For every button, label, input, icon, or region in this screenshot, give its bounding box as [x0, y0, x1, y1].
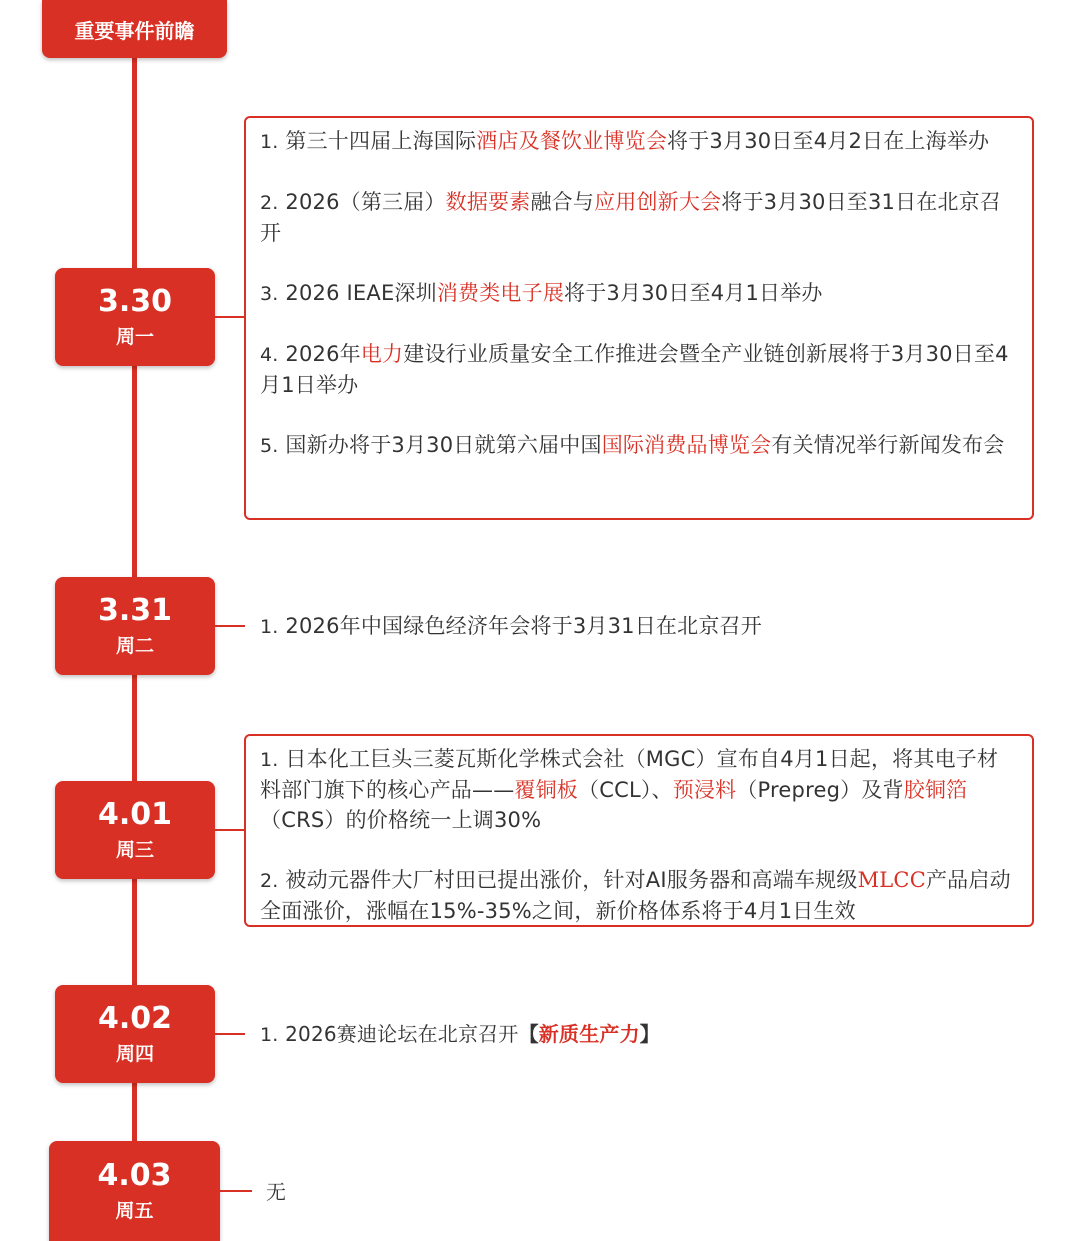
weekday-label: 周五	[115, 1200, 154, 1222]
connector-line	[220, 1190, 252, 1192]
event-box-0330	[244, 116, 1034, 520]
event-box-0401	[244, 734, 1034, 927]
date-badge-0331	[55, 577, 215, 675]
event-list-0402	[260, 1019, 1040, 1050]
connector-line	[215, 1033, 245, 1035]
date-label: 4.02	[97, 1001, 173, 1036]
event-item: 2. 被动元器件大厂村田已提出涨价，针对AI服务器和高端车规级MLCC产品启动全面涨价，涨幅在15%-35%之间，新价格体系将于4月1日生效	[260, 868, 1011, 923]
connector-line	[215, 625, 245, 627]
date-badge-0403	[49, 1141, 220, 1241]
event-item: 4. 2026年电力建设行业质量安全工作推进会暨全产业链创新展将于3月30日至4月1日举办	[260, 342, 1009, 397]
weekday-label: 周四	[115, 1043, 154, 1065]
event-item: 3. 2026 IEAE深圳消费类电子展将于3月30日至4月1日举办	[260, 281, 823, 305]
date-label: 3.31	[97, 593, 173, 628]
event-item: 5. 国新办将于3月30日就第六届中国国际消费品博览会有关情况举行新闻发布会	[260, 433, 1005, 457]
event-item: 无	[266, 1180, 287, 1204]
date-badge-0401	[55, 781, 215, 879]
weekday-label: 周二	[115, 635, 154, 657]
date-badge-0330	[55, 268, 215, 366]
event-item: 1. 2026赛迪论坛在北京召开【新质生产力】	[260, 1022, 660, 1046]
event-item: 1. 2026年中国绿色经济年会将于3月31日在北京召开	[260, 614, 762, 638]
event-item: 1. 日本化工巨头三菱瓦斯化学株式会社（MGC）宣布自4月1日起，将其电子材料部门旗下的核心产品——覆铜板（CCL）、预浸料（Prepreg）及背胶铜箔（CRS）的价格统一上调30%	[260, 747, 999, 832]
date-badge-0402	[55, 985, 215, 1083]
event-item: 1. 第三十四届上海国际酒店及餐饮业博览会将于3月30日至4月2日在上海举办	[260, 129, 990, 153]
connector-line	[215, 829, 244, 831]
weekday-label: 周一	[115, 326, 154, 348]
connector-line	[215, 316, 244, 318]
section-title-badge	[42, 0, 227, 58]
date-label: 3.30	[97, 284, 173, 319]
section-title: 重要事件前瞻	[74, 18, 195, 43]
event-list-0403	[266, 1177, 466, 1207]
event-list-0331	[260, 611, 1040, 642]
weekday-label: 周三	[115, 839, 154, 861]
date-label: 4.01	[97, 797, 173, 832]
date-label: 4.03	[97, 1158, 172, 1193]
event-item: 2. 2026（第三届）数据要素融合与应用创新大会将于3月30日至31日在北京召开	[260, 190, 1002, 245]
